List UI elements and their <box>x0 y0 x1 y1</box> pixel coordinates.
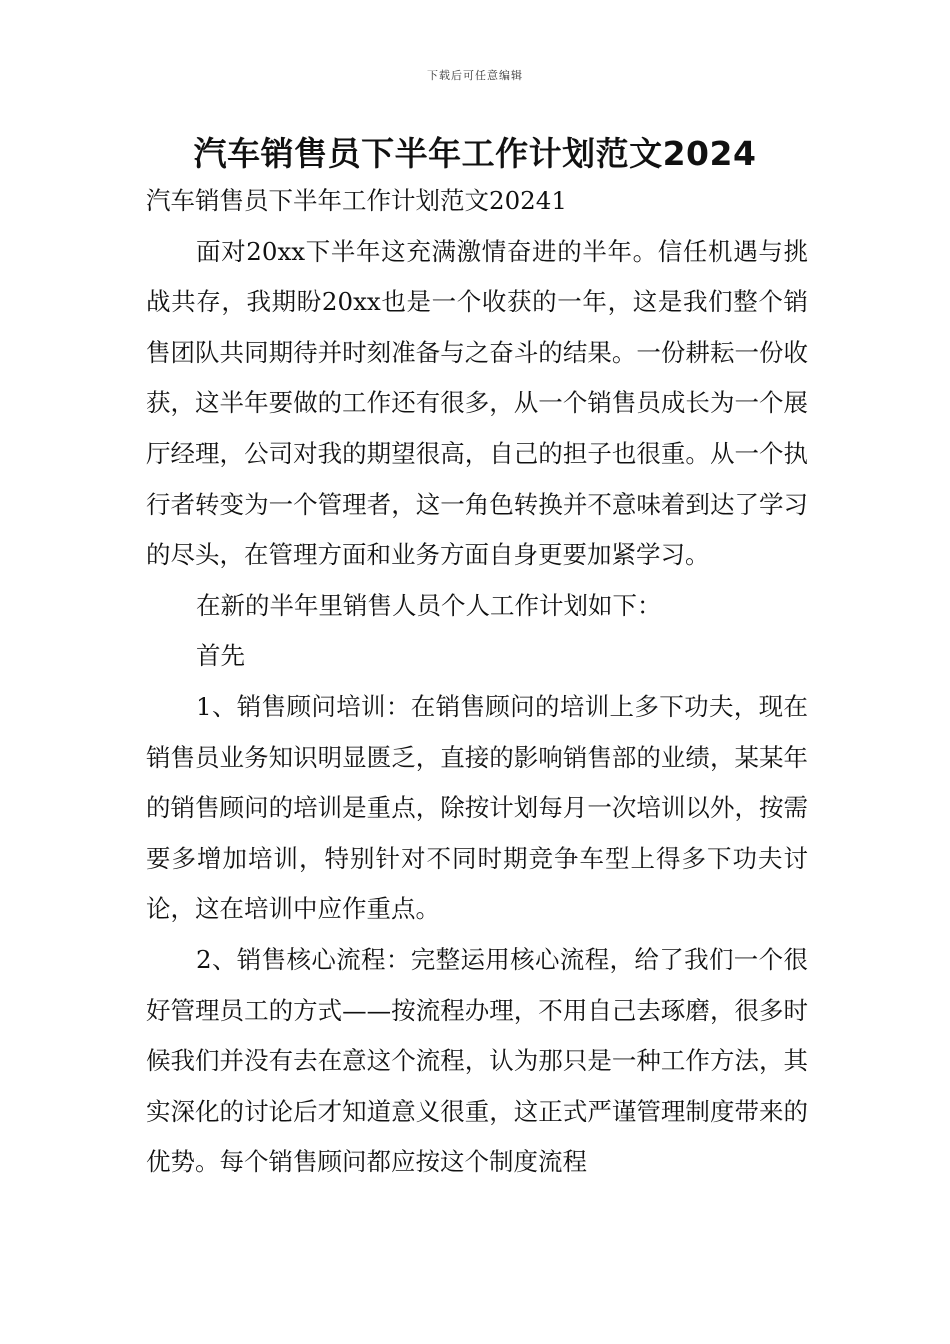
paragraph-item-1: 1、销售顾问培训：在销售顾问的培训上多下功夫，现在销售员业务知识明显匮乏，直接的影响销售部的业绩，某某年的销售顾问的培训是重点，除按计划每月一次培训以外，按需要多增加培训，特别针对不同时期竞争车型上得多下功夫讨论，这在培训中应作重点。 <box>146 691 808 924</box>
paragraph-intro: 面对20xx下半年这充满激情奋进的半年。信任机遇与挑战共存，我期盼20xx也是一个收获的一年，这是我们整个销售团队共同期待并时刻准备与之奋斗的结果。一份耕耘一份收获，这半年要做的工作还有很多，从一个销售员成长为一个展厅经理，公司对我的期望很高，自己的担子也很重。从一个执行者转变为一个管理者，这一角色转换并不意味着到达了学习的尽头，在管理方面和业务方面自身更要加紧学习。 <box>146 236 808 570</box>
header-note: 下载后可任意编辑 <box>427 69 523 82</box>
document-subtitle: 汽车销售员下半年工作计划范文20241 <box>146 186 567 215</box>
paragraph-item-2: 2、销售核心流程：完整运用核心流程，给了我们一个很好管理员工的方式——按流程办理，不用自己去琢磨，很多时候我们并没有去在意这个流程，认为那只是一种工作方法，其实深化的讨论后才知道意义很重，这正式严谨管理制度带来的优势。每个销售顾问都应按这个制度流程 <box>146 944 808 1177</box>
document-body <box>146 176 808 1188</box>
paragraph-first: 首先 <box>196 641 245 671</box>
document-title: 汽车销售员下半年工作计划范文2024 <box>193 134 757 173</box>
paragraph-plan-lead: 在新的半年里销售人员个人工作计划如下： <box>196 590 662 620</box>
